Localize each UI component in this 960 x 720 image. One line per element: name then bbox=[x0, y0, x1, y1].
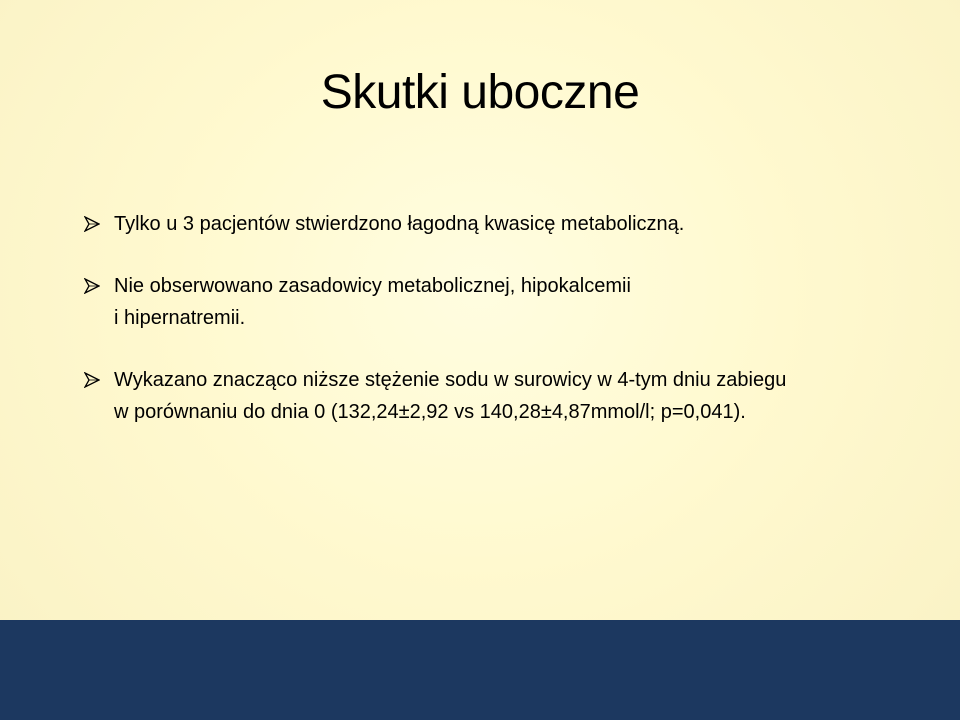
slide-title: Skutki uboczne bbox=[320, 66, 640, 119]
bullet-text-line: Wykazano znacząco niższe stężenie sodu w surowicy w 4-tym dniu zabiegu bbox=[114, 369, 787, 391]
bullet-text-line: Tylko u 3 pacjentów stwierdzono łagodną kwasicę metaboliczną. bbox=[114, 213, 685, 235]
bullet-list bbox=[84, 208, 924, 428]
arrowhead-bullet-icon bbox=[84, 216, 100, 232]
bullet-item bbox=[84, 270, 924, 334]
bullet-text-line: Nie obserwowano zasadowicy metabolicznej, hipokalcemii bbox=[114, 275, 631, 297]
bullet-item bbox=[84, 208, 924, 240]
arrowhead-bullet-icon bbox=[84, 372, 100, 388]
footer-band bbox=[0, 620, 960, 720]
bullet-text-line: i hipernatremii. bbox=[114, 307, 246, 329]
arrowhead-bullet-icon bbox=[84, 278, 100, 294]
bullet-item bbox=[84, 364, 924, 428]
bullet-text-line: w porównaniu do dnia 0 (132,24±2,92 vs 140,28±4,87mmol/l; p=0,041). bbox=[114, 401, 746, 423]
